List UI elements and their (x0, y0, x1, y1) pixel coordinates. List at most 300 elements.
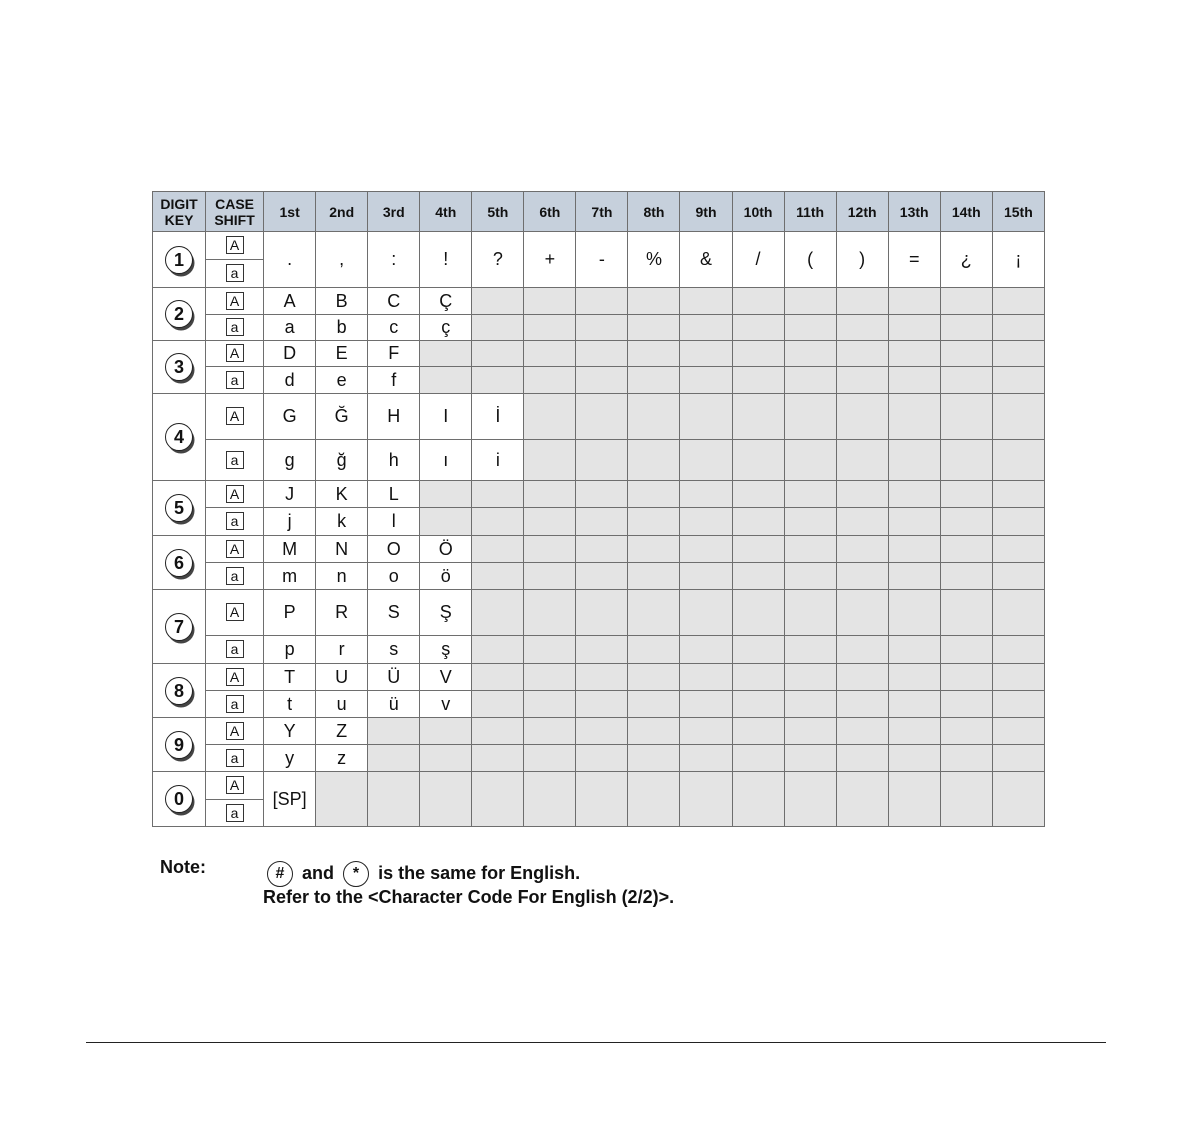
empty-cell (784, 288, 836, 315)
empty-cell (628, 718, 680, 745)
char-cell-lower: n (316, 563, 368, 590)
empty-cell (576, 636, 628, 664)
empty-cell (732, 508, 784, 536)
empty-cell (836, 394, 888, 440)
symbol-cell: ¿ (940, 232, 992, 288)
empty-cell (576, 341, 628, 367)
empty-cell (524, 636, 576, 664)
empty-cell (628, 481, 680, 508)
empty-cell (628, 341, 680, 367)
header-position-10: 10th (732, 192, 784, 232)
empty-cell (628, 315, 680, 341)
empty-cell (888, 691, 940, 718)
empty-cell (940, 563, 992, 590)
empty-cell (680, 440, 732, 481)
empty-cell (472, 745, 524, 772)
char-cell-lower: ö (420, 563, 472, 590)
empty-cell (888, 590, 940, 636)
table-row (153, 440, 1045, 481)
empty-cell (836, 536, 888, 563)
empty-cell (576, 367, 628, 394)
empty-cell (628, 367, 680, 394)
empty-cell (836, 745, 888, 772)
char-cell-upper: T (264, 664, 316, 691)
empty-cell (784, 481, 836, 508)
empty-cell (940, 367, 992, 394)
empty-cell (628, 536, 680, 563)
note-line-1-text: is the same for English. (378, 862, 581, 883)
case-shift-lower (206, 691, 264, 718)
table-row (153, 536, 1045, 563)
empty-cell (524, 536, 576, 563)
char-cell-upper: C (368, 288, 420, 315)
empty-cell (680, 315, 732, 341)
empty-cell (784, 341, 836, 367)
empty-cell (784, 772, 836, 827)
empty-cell (888, 664, 940, 691)
empty-cell (680, 508, 732, 536)
digit-key-0-icon: 0 (165, 785, 193, 813)
uppercase-icon: A (226, 407, 244, 425)
empty-cell (992, 536, 1044, 563)
empty-cell (628, 440, 680, 481)
table-row (153, 367, 1045, 394)
space-cell: [SP] (264, 772, 316, 827)
empty-cell (784, 664, 836, 691)
digit-key-cell (153, 232, 206, 288)
empty-cell (992, 745, 1044, 772)
char-cell-upper: J (264, 481, 316, 508)
char-cell-upper: V (420, 664, 472, 691)
empty-cell (784, 636, 836, 664)
empty-cell (784, 563, 836, 590)
char-cell-upper: P (264, 590, 316, 636)
empty-cell (784, 367, 836, 394)
empty-cell (472, 288, 524, 315)
empty-cell (732, 590, 784, 636)
empty-cell (992, 636, 1044, 664)
lowercase-icon: a (226, 695, 244, 713)
digit-key-cell (153, 288, 206, 341)
empty-cell (940, 590, 992, 636)
char-cell-upper: N (316, 536, 368, 563)
empty-cell (732, 664, 784, 691)
char-cell-lower: ü (368, 691, 420, 718)
empty-cell (524, 772, 576, 827)
case-shift-upper (206, 288, 264, 315)
empty-cell (784, 394, 836, 440)
empty-cell (472, 367, 524, 394)
table-row (153, 288, 1045, 315)
char-cell-lower: ç (420, 315, 472, 341)
empty-cell (576, 288, 628, 315)
char-cell-upper: Ü (368, 664, 420, 691)
header-position-4: 4th (420, 192, 472, 232)
empty-cell (524, 481, 576, 508)
empty-cell (992, 341, 1044, 367)
empty-cell (576, 691, 628, 718)
table-row (153, 590, 1045, 636)
symbol-cell: ! (420, 232, 472, 288)
empty-cell (836, 691, 888, 718)
empty-cell (524, 745, 576, 772)
empty-cell (836, 341, 888, 367)
char-cell-lower: o (368, 563, 420, 590)
empty-cell (576, 563, 628, 590)
symbol-cell: ) (836, 232, 888, 288)
empty-cell (680, 394, 732, 440)
digit-key-6-icon: 6 (165, 549, 193, 577)
empty-cell (576, 772, 628, 827)
empty-cell (992, 691, 1044, 718)
case-shift-lower (206, 636, 264, 664)
empty-cell (732, 718, 784, 745)
empty-cell (836, 288, 888, 315)
empty-cell (524, 718, 576, 745)
empty-cell (940, 508, 992, 536)
note-and-text: and (302, 862, 335, 883)
empty-cell (992, 481, 1044, 508)
empty-cell (888, 718, 940, 745)
digit-key-cell (153, 481, 206, 536)
uppercase-icon: A (226, 344, 244, 362)
empty-cell (888, 536, 940, 563)
empty-cell (524, 664, 576, 691)
empty-cell (888, 745, 940, 772)
empty-cell (732, 772, 784, 827)
header-position-5: 5th (472, 192, 524, 232)
digit-key-2-icon: 2 (165, 300, 193, 328)
empty-cell (940, 536, 992, 563)
char-cell-lower: ğ (316, 440, 368, 481)
empty-cell (940, 636, 992, 664)
header-position-6: 6th (524, 192, 576, 232)
empty-cell (888, 481, 940, 508)
empty-cell (992, 508, 1044, 536)
header-position-11: 11th (784, 192, 836, 232)
empty-cell (680, 664, 732, 691)
empty-cell (836, 481, 888, 508)
empty-cell (888, 367, 940, 394)
char-cell-lower: j (264, 508, 316, 536)
case-shift-lower (206, 315, 264, 341)
empty-cell (940, 394, 992, 440)
empty-cell (472, 315, 524, 341)
empty-cell (628, 394, 680, 440)
case-shift-upper (206, 394, 264, 440)
empty-cell (576, 590, 628, 636)
char-cell-lower: v (420, 691, 472, 718)
symbol-cell: . (264, 232, 316, 288)
digit-key-5-icon: 5 (165, 494, 193, 522)
lowercase-icon: a (226, 567, 244, 585)
case-shift-upper (206, 664, 264, 691)
empty-cell (628, 288, 680, 315)
table-row (153, 691, 1045, 718)
char-cell-lower: c (368, 315, 420, 341)
empty-cell (992, 563, 1044, 590)
digit-key-8-icon: 8 (165, 677, 193, 705)
table-row (153, 508, 1045, 536)
empty-cell (732, 440, 784, 481)
symbol-cell: = (888, 232, 940, 288)
empty-cell (992, 718, 1044, 745)
symbol-cell: & (680, 232, 732, 288)
char-cell-lower: ı (420, 440, 472, 481)
uppercase-icon: A (226, 236, 244, 254)
empty-cell (472, 563, 524, 590)
digit-key-7-icon: 7 (165, 613, 193, 641)
char-cell-lower: a (264, 315, 316, 341)
empty-cell (576, 745, 628, 772)
empty-cell (316, 772, 368, 827)
lowercase-icon: a (226, 512, 244, 530)
empty-cell (732, 691, 784, 718)
lowercase-icon: a (226, 749, 244, 767)
empty-cell (420, 772, 472, 827)
digit-key-4-icon: 4 (165, 423, 193, 451)
empty-cell (680, 745, 732, 772)
table-row (153, 636, 1045, 664)
digit-key-cell (153, 394, 206, 481)
empty-cell (680, 341, 732, 367)
header-position-12: 12th (836, 192, 888, 232)
empty-cell (940, 718, 992, 745)
char-cell-lower: y (264, 745, 316, 772)
empty-cell (940, 664, 992, 691)
footer-divider (86, 1042, 1106, 1043)
note-line-1 (263, 861, 580, 887)
symbol-cell: ( (784, 232, 836, 288)
empty-cell (732, 341, 784, 367)
empty-cell (680, 772, 732, 827)
char-cell-upper: D (264, 341, 316, 367)
uppercase-icon: A (226, 668, 244, 686)
empty-cell (680, 718, 732, 745)
char-cell-upper: I (420, 394, 472, 440)
empty-cell (576, 664, 628, 691)
symbol-cell: + (524, 232, 576, 288)
empty-cell (628, 563, 680, 590)
case-shift-lower (206, 745, 264, 772)
header-position-7: 7th (576, 192, 628, 232)
table-row (153, 718, 1045, 745)
empty-cell (680, 636, 732, 664)
digit-key-cell (153, 341, 206, 394)
empty-cell (524, 563, 576, 590)
note-line-2: Refer to the <Character Code For English (2/2)>. (263, 887, 675, 907)
empty-cell (888, 341, 940, 367)
empty-cell (628, 590, 680, 636)
symbol-cell: ¡ (992, 232, 1044, 288)
empty-cell (680, 691, 732, 718)
char-cell-lower: g (264, 440, 316, 481)
empty-cell (472, 772, 524, 827)
uppercase-icon: A (226, 485, 244, 503)
empty-cell (992, 664, 1044, 691)
empty-cell (524, 508, 576, 536)
empty-cell (680, 288, 732, 315)
char-cell-lower: d (264, 367, 316, 394)
empty-cell (472, 691, 524, 718)
empty-cell (992, 288, 1044, 315)
char-cell-upper: U (316, 664, 368, 691)
empty-cell (888, 440, 940, 481)
character-code-table (152, 191, 1045, 827)
lowercase-icon: a (226, 371, 244, 389)
empty-cell (628, 745, 680, 772)
empty-cell (628, 636, 680, 664)
char-cell-upper: F (368, 341, 420, 367)
empty-cell (940, 288, 992, 315)
char-cell-lower: e (316, 367, 368, 394)
empty-cell (732, 315, 784, 341)
empty-cell (576, 440, 628, 481)
empty-cell (524, 394, 576, 440)
table-row (153, 745, 1045, 772)
empty-cell (472, 636, 524, 664)
char-cell-upper: A (264, 288, 316, 315)
empty-cell (472, 590, 524, 636)
empty-cell (732, 367, 784, 394)
empty-cell (472, 508, 524, 536)
symbol-cell: ? (472, 232, 524, 288)
empty-cell (888, 563, 940, 590)
header-position-13: 13th (888, 192, 940, 232)
uppercase-icon: A (226, 722, 244, 740)
symbol-cell: / (732, 232, 784, 288)
empty-cell (680, 590, 732, 636)
empty-cell (576, 481, 628, 508)
table-header-row (153, 192, 1045, 232)
char-cell-upper: S (368, 590, 420, 636)
empty-cell (992, 440, 1044, 481)
table-row (153, 563, 1045, 590)
lowercase-icon: a (226, 640, 244, 658)
empty-cell (784, 440, 836, 481)
empty-cell (732, 636, 784, 664)
empty-cell (732, 481, 784, 508)
char-cell-upper: Ç (420, 288, 472, 315)
char-cell-lower: r (316, 636, 368, 664)
char-cell-lower: t (264, 691, 316, 718)
empty-cell (836, 563, 888, 590)
char-cell-upper: G (264, 394, 316, 440)
empty-cell (732, 745, 784, 772)
case-shift-lower (206, 440, 264, 481)
empty-cell (524, 315, 576, 341)
char-cell-lower: i (472, 440, 524, 481)
empty-cell (472, 341, 524, 367)
header-position-14: 14th (940, 192, 992, 232)
table-row (153, 341, 1045, 367)
empty-cell (420, 481, 472, 508)
case-shift-upper (206, 481, 264, 508)
note-label: Note: (160, 857, 206, 877)
header-position-15: 15th (992, 192, 1044, 232)
char-cell-lower: h (368, 440, 420, 481)
empty-cell (576, 508, 628, 536)
digit-key-1-icon: 1 (165, 246, 193, 274)
empty-cell (368, 745, 420, 772)
empty-cell (680, 481, 732, 508)
empty-cell (784, 745, 836, 772)
empty-cell (680, 536, 732, 563)
lowercase-icon: a (226, 264, 244, 282)
empty-cell (940, 341, 992, 367)
digit-key-3-icon: 3 (165, 353, 193, 381)
digit-key-cell (153, 664, 206, 718)
empty-cell (940, 315, 992, 341)
symbol-cell: - (576, 232, 628, 288)
empty-cell (940, 691, 992, 718)
case-shift-lower (206, 563, 264, 590)
empty-cell (784, 590, 836, 636)
char-cell-lower: u (316, 691, 368, 718)
uppercase-icon: A (226, 776, 244, 794)
char-cell-upper: Y (264, 718, 316, 745)
case-shift-upper (206, 718, 264, 745)
symbol-cell: % (628, 232, 680, 288)
digit-key-cell (153, 718, 206, 772)
table-row (153, 394, 1045, 440)
empty-cell (940, 440, 992, 481)
uppercase-icon: A (226, 603, 244, 621)
empty-cell (680, 563, 732, 590)
empty-cell (368, 772, 420, 827)
table-row (153, 664, 1045, 691)
header-case-shift: CASE SHIFT (206, 192, 264, 232)
char-cell-upper: H (368, 394, 420, 440)
empty-cell (420, 367, 472, 394)
case-shift-lower (206, 800, 264, 827)
empty-cell (836, 664, 888, 691)
symbol-cell: : (368, 232, 420, 288)
char-cell-upper: Ö (420, 536, 472, 563)
empty-cell (524, 691, 576, 718)
empty-cell (628, 508, 680, 536)
empty-cell (940, 772, 992, 827)
table-row (153, 232, 1045, 260)
char-cell-lower: l (368, 508, 420, 536)
char-cell-upper: Ş (420, 590, 472, 636)
char-cell-lower: k (316, 508, 368, 536)
table-row (153, 315, 1045, 341)
header-position-9: 9th (680, 192, 732, 232)
empty-cell (888, 772, 940, 827)
empty-cell (472, 536, 524, 563)
empty-cell (472, 481, 524, 508)
empty-cell (628, 772, 680, 827)
empty-cell (732, 563, 784, 590)
lowercase-icon: a (226, 318, 244, 336)
empty-cell (784, 718, 836, 745)
empty-cell (368, 718, 420, 745)
empty-cell (888, 636, 940, 664)
header-position-3: 3rd (368, 192, 420, 232)
empty-cell (992, 772, 1044, 827)
char-cell-lower: p (264, 636, 316, 664)
empty-cell (836, 315, 888, 341)
table-row (153, 772, 1045, 800)
empty-cell (888, 315, 940, 341)
lowercase-icon: a (226, 804, 244, 822)
empty-cell (784, 691, 836, 718)
digit-key-cell (153, 772, 206, 827)
char-cell-upper: B (316, 288, 368, 315)
header-digit-key: DIGIT KEY (153, 192, 206, 232)
char-cell-upper: E (316, 341, 368, 367)
